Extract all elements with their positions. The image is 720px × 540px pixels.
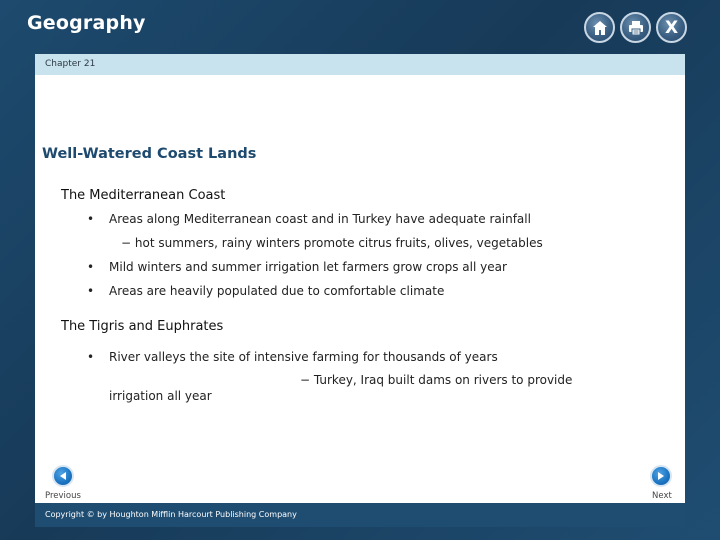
list-item: • Areas along Mediterranean coast and in Turkey have adequate rainfall	[91, 212, 531, 226]
chapter-bar	[35, 54, 685, 75]
close-button[interactable]	[656, 12, 687, 43]
slide-content	[35, 75, 685, 503]
section-heading-tigris: The Tigris and Euphrates	[61, 319, 224, 334]
copyright-text: Copyright © by Houghton Mifflin Harcourt Publishing Company	[45, 510, 297, 519]
home-icon	[591, 19, 609, 37]
arrow-right-icon	[655, 470, 667, 482]
list-item: • Mild winters and summer irrigation let farmers grow crops all year	[91, 260, 507, 274]
previous-button[interactable]	[52, 465, 74, 487]
list-item: • Areas are heavily populated due to comfortable climate	[91, 284, 444, 298]
next-button[interactable]	[650, 465, 672, 487]
print-icon	[627, 19, 645, 37]
list-item: • River valleys the site of intensive farming for thousands of years	[91, 350, 498, 364]
list-subitem: − Turkey, Iraq built dams on rivers to provide	[300, 373, 573, 387]
close-icon: X	[664, 17, 679, 38]
previous-label[interactable]: Previous	[45, 491, 81, 501]
footer	[35, 503, 685, 527]
slide-title: Well-Watered Coast Lands	[42, 146, 257, 162]
section-heading-mediterranean: The Mediterranean Coast	[61, 188, 226, 203]
list-subitem: − hot summers, rainy winters promote citrus fruits, olives, vegetables	[121, 236, 543, 250]
chapter-label: Chapter 21	[45, 59, 96, 69]
arrow-left-icon	[57, 470, 69, 482]
next-label[interactable]: Next	[652, 491, 672, 501]
app-title: Geography	[27, 12, 146, 34]
home-button[interactable]	[584, 12, 615, 43]
print-button[interactable]	[620, 12, 651, 43]
list-subitem-continuation: irrigation all year	[109, 389, 212, 403]
